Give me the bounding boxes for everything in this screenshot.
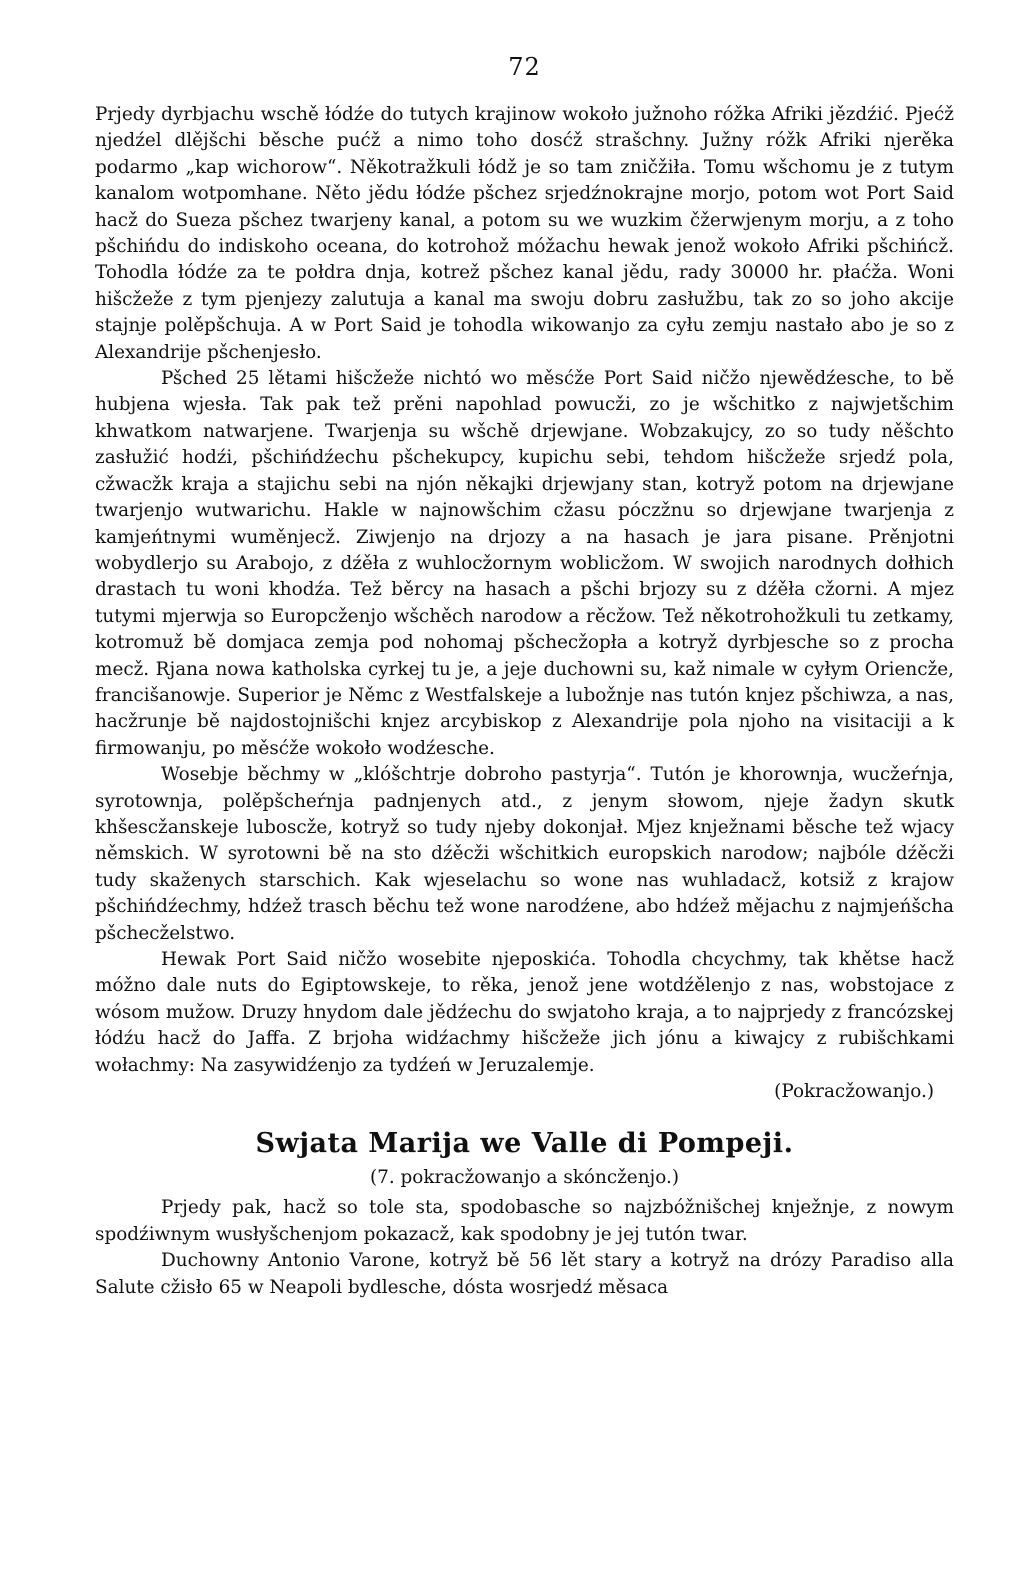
article-paragraph-1: Prjedy pak, hacž so tole sta, spodobasche so najzbóžnišchej knježnje, z nowym spodźiwnym wusłyšchenjom pokazacž, kak spodobny je jej tutón twar. <box>95 1197 954 1245</box>
signoff-line <box>95 1079 954 1105</box>
article-title: Swjata Marija we Valle di Pompeji. <box>255 1128 794 1160</box>
paragraph-port-said-history: Pšched 25 lětami hišcžeže nichtó wo měsćže Port Said ničžo njewědźesche, to bě hubjena wjesła. Tak pak tež prěni napohlad powucži, zo je wšchitko z najwjetšchim khwatkom natwarjene. Twarjenja su wšchě drjewjane. Wobzakujcy, zo so tudy něšchto zasłužić hodźi, pšchińdźechu pšchekupcy, kupichu sebi, tehdom hišcžeže srjedź pola, cžwacžk kraja a stajichu sebi na njón někajki drjewjany stan, kotryž potom na drjewjane twarjenjo wutwarichu. Hakle w najnowšchim cžasu póczžnu so drjewjane twarjenja z kamjeńtnymi wuměnjecž. Ziwjenjo na drjozy a na hasach je jara pisane. Prěnjotni wobydlerjo su Arabojo, z dźěła z wuhlocžornym woblicžom. W swojich narodnych dołhich drastach tu woni khodźa. Tež běrcy na hasach a pšchi brjozy su z dźěła cžorni. A mjez tutymi mjerwja so Europcženjo wšchěch narodow a rěcžow. Tež někotrohožkuli tu zetkamy, kotromuž bě domjaca zemja pod nohomaj pšchecžopła a kotryž dyrbjesche so z procha mecž. Rjana nowa katholska cyrkej tu je, a jeje duchowni su, kaž nimale w cyłym Oriencže, francišanowje. Superior je Němc z Westfalskeje a lubožnje nas tutón knjez pšchiwza, a nas, hacžrunje bě najdostojnišchi knjez arcybiskop z Alexandrije pola njoho na visitaciji a k firmowanju, po měsćže wokoło wodźesche. <box>95 368 954 759</box>
article-paragraph-2: Duchowny Antonio Varone, kotryž bě 56 lět stary a kotryž na drózy Paradiso alla Salute cžisło 65 w Neapoli bydlesche, dósta wosrjedź měsaca <box>95 1250 954 1298</box>
paragraph-departure: Hewak Port Said ničžo wosebite njeposkića. Tohodla chcychmy, tak khětse hacž móžno dale nuts do Egiptowskeje, to rěka, jenož jene wotdźělenjo z nas, wobstojace z wósom mužow. Druzy hnydom dale jědźechu do swjatoho kraja, a to najprjedy z francózskej łódźu hacž do Jaffa. Z brjoha widźachmy hišcžeže jich jónu a kiwajcy z rubišchkami wołachmy: Na zasywidźenjo za tydźeń w Jeruzalemje. <box>95 949 954 1076</box>
article-subtitle: (7. pokracžowanjo a skóncženjo.) <box>369 1167 680 1189</box>
page-number: 72 <box>508 53 541 81</box>
paragraph-good-shepherd-convent: Wosebje běchmy w „klóšchtrje dobroho pastyrja“. Tutón je khorownja, wucžeŕnja, syrotownja, polěpšcheŕnja padnjenych atd., z jenym słowom, njeje žadyn skutk khšescžanskeje luboscže, kotryž so tudy njeby dokonjał. Mjez knježnami běsche tež wjacy němskich. W syrotowni bě na sto dźěcži wšchitkich europskich narodow; najbóle dźěcži tudy skaženych starschich. Kak wjeselachu so wone nas wuhladacž, kotsiž z krajow pšchińdźechmy, hdźež trasch běchu tež wone narodźene, abo hdźež mějachu z najmjeńšcha pšchecželstwo. <box>95 764 954 944</box>
paragraph-suez-canal: Prjedy dyrbjachu wschě łódźe do tutych krajinow wokoło južnoho róžka Afriki jězdźić. Pjećž njedźel dlějšchi běsche pućž a nimo toho dosćž strašchny. Južny róžk Afriki njerěka podarmo „kap wichorow“. Někotražkuli łódž je so tam zničžiła. Tomu wšchomu je z tutym kanalom wotpomhane. Něto jědu łódźe pšchez srjedźnokrajne morjo, potom wot Port Said hacž do Sueza pšchez twarjeny kanal, a potom su we wuzkim čžerwjenym morju, a z toho pšchińdu do indiskoho oceana, do kotrohož móžachu hewak jenož wokoło Afriki pšchińcž. Tohodla łódźe za te połdra dnja, kotrež pšchez kanal jědu, rady 30000 hr. płaćža. Woni hišcžeže z tym pjenjezy zalutuja a kanal ma swoju dobru zasłužbu, tak zo so joho akcije stajnje polěpšchuja. A w Port Said je tohodla wikowanjo za cyłu zemju nastało abo je so z Alexandrije pšchenjesło. <box>95 104 954 363</box>
signoff-continued: (Pokracžowanjo.) <box>774 1081 934 1103</box>
